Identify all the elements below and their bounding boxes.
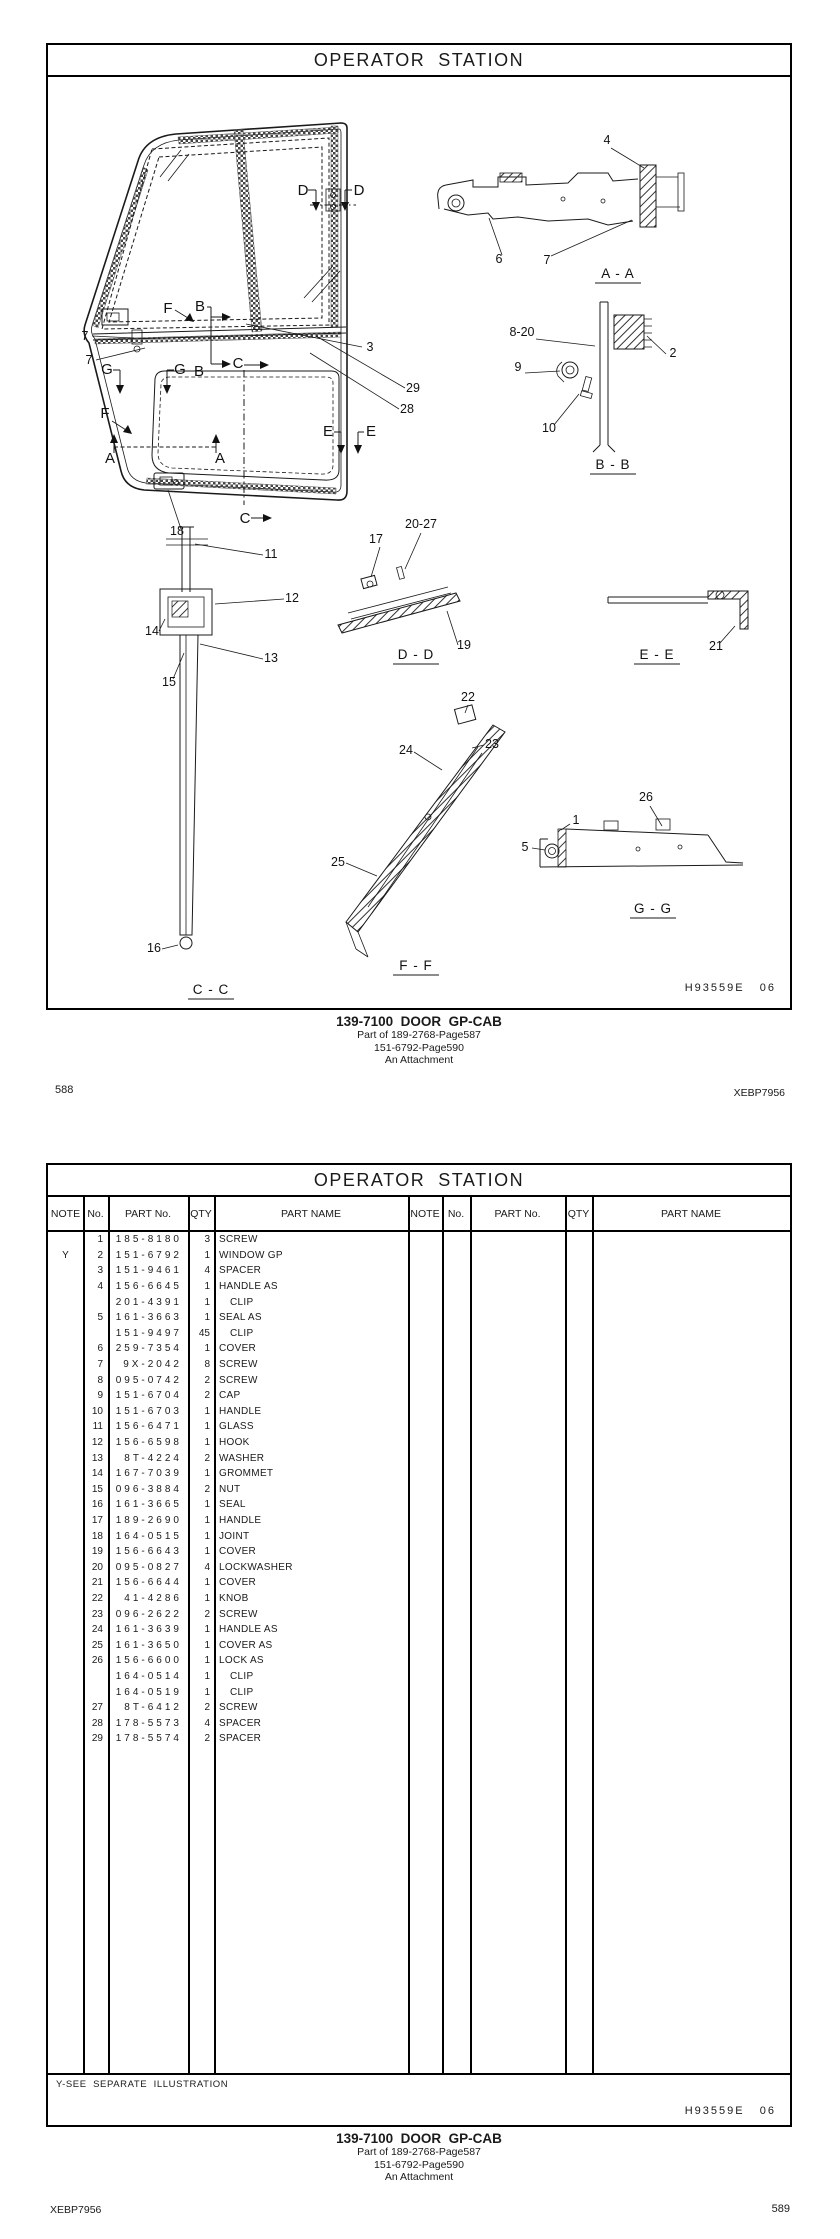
- table-row: 13 8T-4224 2 WASHER: [91, 1452, 265, 1464]
- table-row: 29 178-5574 2 SPACER: [91, 1733, 262, 1745]
- callout-8-20: 8-20: [509, 325, 535, 339]
- table-row: 11 156-6471 1 GLASS: [92, 1421, 254, 1433]
- table-footnote-row: [48, 2073, 790, 2125]
- table-row: Y 2 151-6792 1 WINDOW GP: [62, 1249, 283, 1261]
- cut-letter-c: C: [239, 510, 251, 527]
- cut-letter-a: A: [214, 450, 226, 467]
- table-row: 14 167-7039 1 GROMMET: [91, 1468, 274, 1480]
- section-d-d-drawing: [338, 517, 471, 664]
- caption-attachment: An Attachment: [384, 2171, 454, 2183]
- column-header-note: NOTE: [410, 1207, 440, 1220]
- callout-23: 23: [485, 737, 499, 751]
- table-row: 22 41-4286 1 KNOB: [91, 1592, 249, 1604]
- table-row: 28 178-5573 4 SPACER: [91, 1717, 262, 1729]
- doc-code: XEBP7956: [50, 2204, 102, 2216]
- table-row: 23 096-2622 2 SCREW: [91, 1608, 258, 1620]
- callout-29: 29: [406, 381, 420, 395]
- callout-21: 21: [709, 639, 723, 653]
- table-row: 4 156-6645 1 HANDLE AS: [97, 1281, 278, 1293]
- callout-16: 16: [147, 941, 161, 955]
- page-2-title: OPERATOR STATION: [48, 1165, 790, 1197]
- footnote-text: Y-SEE SEPARATE ILLUSTRATION: [56, 2079, 229, 2090]
- cut-letter-d: D: [297, 182, 309, 199]
- table-row: 16 161-3665 1 SEAL: [91, 1499, 246, 1511]
- plate-code: H93559E 06: [684, 2105, 776, 2117]
- column-divider: [214, 1197, 216, 2073]
- column-divider: [565, 1197, 567, 2073]
- callout-18: 18: [170, 524, 184, 538]
- callout-28: 28: [400, 402, 414, 416]
- cut-letter-a: A: [104, 450, 116, 467]
- column-divider: [83, 1197, 85, 2073]
- caption-title: 139-7100 DOOR GP-CAB: [336, 1014, 502, 1029]
- door-assembly-drawing: [48, 77, 790, 1006]
- section-f-f-drawing: [331, 690, 505, 975]
- section-g-g-drawing: [522, 790, 743, 918]
- column-header-part-name: PART NAME: [280, 1207, 342, 1220]
- section-c-c-drawing: [145, 527, 299, 999]
- caption-attachment: An Attachment: [384, 1054, 454, 1066]
- section-label-e-e: E - E: [639, 647, 675, 662]
- column-header-part-name: PART NAME: [660, 1207, 722, 1220]
- technical-drawing-canvas: [48, 77, 790, 1006]
- section-label-a-a: A - A: [601, 266, 635, 281]
- column-header-note: NOTE: [50, 1207, 81, 1220]
- table-row: 24 161-3639 1 HANDLE AS: [91, 1624, 278, 1636]
- page-1-diagram: [46, 43, 792, 1010]
- cut-letter-f: F: [163, 300, 173, 317]
- page-1-caption: [46, 1014, 792, 1067]
- table-row: 164-0519 1 CLIP: [115, 1686, 254, 1698]
- doc-code: XEBP7956: [733, 1087, 785, 1099]
- cut-letter-g: G: [101, 361, 113, 378]
- table-row: 151-9497 45 CLIP: [115, 1327, 254, 1339]
- callout-22: 22: [461, 690, 475, 704]
- table-row: 26 156-6600 1 LOCK AS: [91, 1655, 264, 1667]
- caption-part-of: Part of 189-2768-Page587: [357, 1029, 481, 1041]
- table-row: 21 156-6644 1 COVER: [91, 1577, 257, 1589]
- page-2-parts-table: [46, 1163, 792, 2127]
- section-label-b-b: B - B: [595, 457, 631, 472]
- column-header-no: No.: [87, 1207, 104, 1220]
- cut-letter-b: B: [193, 363, 205, 380]
- parts-table: [48, 1197, 790, 2073]
- callout-7: 7: [81, 329, 89, 343]
- section-b-b-drawing: [509, 302, 676, 474]
- section-a-a-drawing: [438, 133, 684, 283]
- column-divider: [408, 1197, 410, 2073]
- column-divider: [108, 1197, 110, 2073]
- callout-15: 15: [162, 675, 176, 689]
- column-header-part-no: PART No.: [124, 1207, 172, 1220]
- plate-code: H93559E 06: [684, 982, 776, 994]
- cut-letter-f: F: [100, 405, 110, 422]
- table-row: 3 151-9461 4 SPACER: [97, 1265, 262, 1277]
- callout-2: 2: [669, 346, 677, 360]
- table-row: 8 095-0742 2 SCREW: [97, 1374, 258, 1386]
- callout-11: 11: [264, 547, 278, 561]
- section-e-e-drawing: [608, 591, 748, 664]
- callout-20-27: 20-27: [405, 517, 437, 531]
- caption-title: 139-7100 DOOR GP-CAB: [336, 2131, 502, 2146]
- callout-3: 3: [366, 340, 374, 354]
- callout-13: 13: [264, 651, 278, 665]
- section-label-c-c: C - C: [192, 982, 230, 997]
- section-label-f-f: F - F: [399, 958, 433, 973]
- table-body: [48, 1232, 790, 2073]
- callout-19: 19: [457, 638, 471, 652]
- cut-letter-c: C: [232, 355, 244, 372]
- callout-7: 7: [543, 253, 551, 267]
- caption-page-ref: 151-6792-Page590: [374, 2158, 464, 2171]
- table-row: 9 151-6704 2 CAP: [97, 1390, 241, 1402]
- table-row: 25 161-3650 1 COVER AS: [91, 1639, 273, 1651]
- callout-7: 7: [85, 353, 93, 367]
- table-row: 19 156-6643 1 COVER: [91, 1546, 257, 1558]
- table-row: 201-4391 1 CLIP: [115, 1296, 254, 1308]
- table-row: 7 9X-2042 8 SCREW: [97, 1359, 258, 1371]
- page-number: 589: [771, 2203, 790, 2215]
- page-number: 588: [55, 1084, 74, 1096]
- callout-14: 14: [145, 624, 159, 638]
- cut-letter-b: B: [194, 298, 206, 315]
- callout-6: 6: [495, 252, 503, 266]
- table-row: 10 151-6703 1 HANDLE: [91, 1405, 262, 1417]
- cut-letter-e: E: [365, 423, 377, 440]
- callout-4: 4: [603, 133, 611, 147]
- cut-letter-e: E: [322, 423, 334, 440]
- column-header-no: No.: [447, 1207, 465, 1220]
- table-header-row: [48, 1197, 790, 1232]
- table-row: 6 259-7354 1 COVER: [97, 1343, 257, 1355]
- section-label-g-g: G - G: [634, 901, 672, 916]
- table-row: 17 189-2690 1 HANDLE: [91, 1514, 262, 1526]
- table-row: 5 161-3663 1 SEAL AS: [97, 1312, 262, 1324]
- table-row: 18 164-0515 1 JOINT: [91, 1530, 250, 1542]
- section-label-d-d: D - D: [397, 647, 435, 662]
- table-row: 20 095-0827 4 LOCKWASHER: [91, 1561, 293, 1573]
- column-divider: [592, 1197, 594, 2073]
- column-divider: [442, 1197, 444, 2073]
- callout-9: 9: [514, 360, 522, 374]
- page-1-title: OPERATOR STATION: [48, 45, 790, 77]
- column-header-qty: QTY: [190, 1207, 212, 1220]
- caption-part-of: Part of 189-2768-Page587: [357, 2146, 481, 2158]
- column-divider: [470, 1197, 472, 2073]
- callout-26: 26: [639, 790, 653, 804]
- caption-page-ref: 151-6792-Page590: [374, 1041, 464, 1054]
- callout-17: 17: [369, 532, 383, 546]
- cut-letter-d: D: [353, 182, 365, 199]
- callout-10: 10: [542, 421, 556, 435]
- callout-12: 12: [285, 591, 299, 605]
- cut-letter-g: G: [174, 361, 186, 378]
- table-row: 12 156-6598 1 HOOK: [91, 1437, 250, 1449]
- table-row: 15 096-3884 2 NUT: [91, 1483, 241, 1495]
- column-header-qty: QTY: [567, 1207, 590, 1220]
- callout-1: 1: [572, 813, 580, 827]
- table-row: 1 185-8180 3 SCREW: [97, 1234, 258, 1246]
- column-divider: [188, 1197, 190, 2073]
- callout-5: 5: [521, 840, 529, 854]
- table-row: 164-0514 1 CLIP: [115, 1670, 254, 1682]
- callout-24: 24: [399, 743, 413, 757]
- column-header-part-no: PART No.: [494, 1207, 541, 1220]
- callout-25: 25: [331, 855, 345, 869]
- table-row: 27 8T-6412 2 SCREW: [91, 1702, 258, 1714]
- page-2-caption: [46, 2131, 792, 2184]
